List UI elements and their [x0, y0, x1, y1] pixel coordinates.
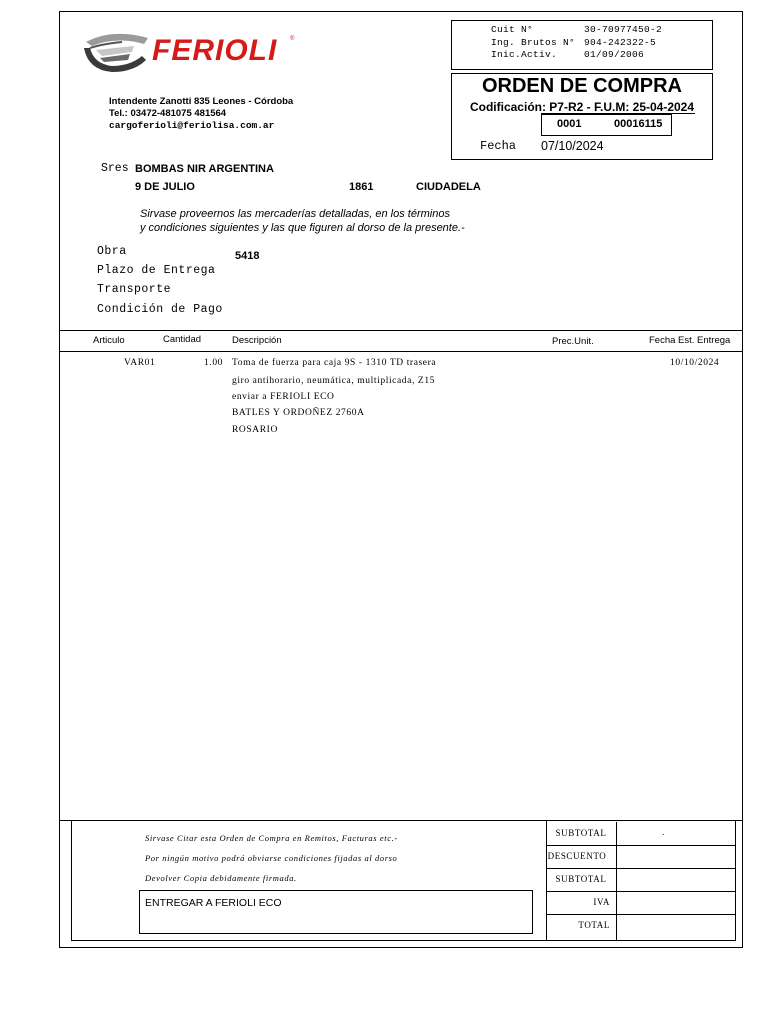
intro-line-1: Sirvase proveernos las mercaderías detalladas, en los términos [140, 208, 450, 220]
row-cantidad: 1.00 [204, 358, 224, 368]
totals-column-divider [616, 822, 617, 941]
order-title: ORDEN DE COMPRA [481, 75, 682, 97]
obra-label: Obra [97, 245, 127, 258]
col-header-articulo: Articulo [93, 335, 125, 346]
order-codification: Codificación: P7-R2 - F.U.M: 25-04-2024 [469, 100, 695, 114]
subtotal-value: . [662, 827, 665, 837]
totals-row-rule [546, 914, 736, 915]
description-extra-line: ROSARIO [232, 425, 278, 435]
cuit-label: Cuit N° [491, 24, 534, 35]
total-label: TOTAL [578, 920, 610, 930]
sres-label: Sres [101, 162, 129, 175]
cuit-value: 30-70977450-2 [584, 24, 663, 35]
description-extra-line: enviar a FERIOLI ECO [232, 392, 335, 402]
footer-note-2: Por ningún motivo podrá obviarse condiciones fijadas al dorso [145, 853, 398, 863]
totals-row-rule [546, 868, 736, 869]
footer-note-1: Sirvase Citar esta Orden de Compra en Remitos, Facturas etc.- [145, 833, 398, 843]
ing-brutos-label: Ing. Brutos N° [491, 37, 576, 48]
intro-line-2: y condiciones siguientes y las que figuren al dorso de la presente.- [140, 222, 465, 234]
plazo-label: Plazo de Entrega [97, 264, 216, 277]
supplier-name: BOMBAS NIR ARGENTINA [135, 163, 274, 175]
row-fecha-entrega: 10/10/2024 [670, 358, 720, 368]
transporte-label: Transporte [97, 283, 172, 296]
inic-activ-label: Inic.Activ. [491, 49, 558, 60]
inic-activ-value: 01/09/2006 [584, 49, 645, 60]
subtotal-label: SUBTOTAL [555, 828, 607, 838]
order-date-label: Fecha [480, 139, 517, 153]
order-date-value: 07/10/2024 [541, 139, 604, 153]
delivery-instruction: ENTREGAR A FERIOLI ECO [145, 897, 282, 909]
supplier-street-number: 1861 [349, 181, 374, 193]
table-header-bottom-rule [59, 351, 743, 352]
supplier-city: CIUDADELA [416, 181, 481, 193]
company-email: cargoferioli@feriolisa.com.ar [109, 120, 275, 131]
footer-note-3: Devolver Copia debidamente firmada. [145, 873, 297, 883]
company-phone: Tel.: 03472-481075 481564 [109, 108, 227, 119]
table-header-top-rule [59, 330, 743, 331]
logo-wordmark: FERIOLI [152, 34, 278, 67]
col-header-cantidad: Cantidad [163, 334, 202, 345]
condicion-label: Condición de Pago [97, 303, 223, 316]
subtotal-after-discount-label: SUBTOTAL [555, 874, 607, 884]
registered-mark-icon: ® [290, 36, 295, 42]
row-articulo: VAR01 [124, 358, 156, 368]
description-extra-line: giro antihorario, neumática, multiplicada, Z15 [232, 376, 436, 386]
company-address: Intendente Zanotti 835 Leones - Córdoba [109, 96, 294, 107]
supplier-street: 9 DE JULIO [135, 181, 195, 193]
order-point-of-sale: 0001 [557, 118, 582, 130]
footer-divider [546, 820, 547, 941]
ing-brutos-value: 904-242322-5 [584, 37, 657, 48]
row-descripcion: Toma de fuerza para caja 9S - 1310 TD trasera [232, 358, 437, 368]
description-extra-line: BATLES Y ORDOÑEZ 2760A [232, 408, 365, 418]
obra-value: 5418 [235, 250, 260, 262]
iva-label: IVA [593, 897, 610, 907]
company-logo [82, 30, 302, 76]
order-number: 00016115 [614, 118, 663, 130]
descuento-label: DESCUENTO [547, 851, 607, 861]
totals-row-rule [546, 845, 736, 846]
totals-row-rule [546, 891, 736, 892]
logo-emblem-icon [82, 30, 152, 74]
col-header-prec-unit: Prec.Unit. [552, 336, 594, 347]
col-header-fecha-entrega: Fecha Est. Entrega [649, 335, 731, 346]
col-header-descripcion: Descripción [232, 335, 282, 346]
